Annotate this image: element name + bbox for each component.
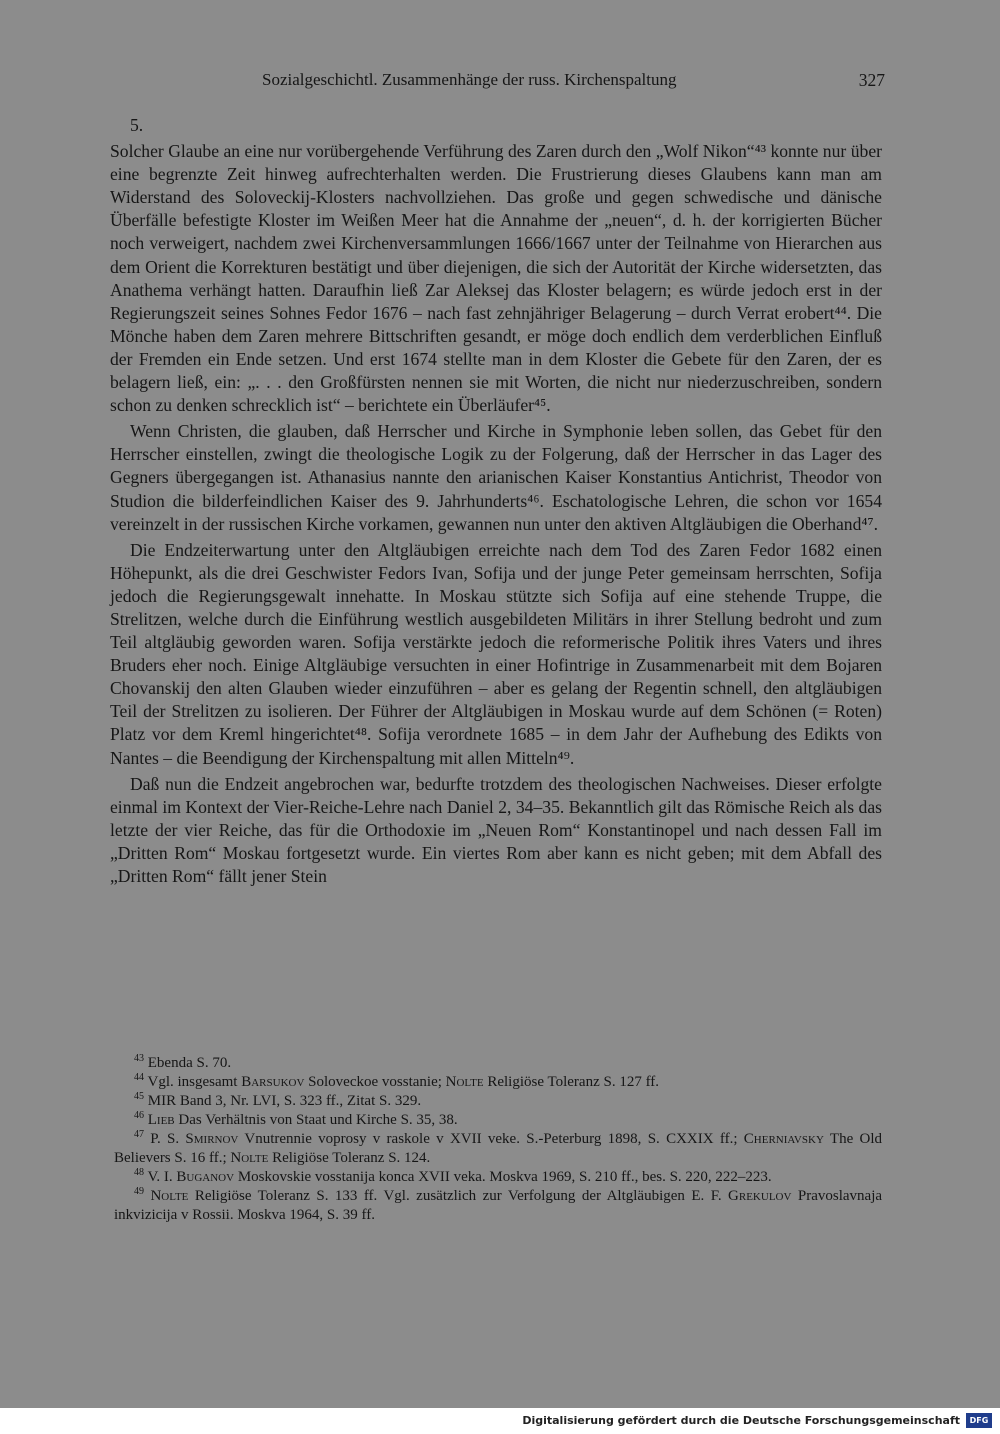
- footnote-text: Pravoslavnaja inkvizicija v Rossii. Moskva 1964, S. 39 ff.: [114, 1188, 883, 1223]
- paragraph: Die Endzeiterwartung unter den Altgläubigen erreichte nach dem Tod des Zaren Fedor 1682 einen Höhepunkt, als die drei Geschwister Fedors Ivan, Sofija und der junge Peter gemeinsam herrschten, Sofija jedoch die Regierungsgewalt innehatte. In Moskau stützte sich Sofija auf eine stehende Truppe, die Strelitzen, welche durch die Einführung westlich ausgebildeten Militärs in ihrer Stellung bedroht und zum Teil altgläubig geworden waren. Sofija verstärkte jedoch die reformerische Politik ihres Vaters und ihres Bruders eher noch. Einige Altgläubige versuchten in einer Hofintrige in Zusammenarbeit mit dem Bojaren Chovanskij den alten Glauben wieder einzuführen – aber es gelang der Regentin schnell, den altgläubigen Teil der Strelitzen zu isolieren. Der Führer der Altgläubigen in Moskau wurde auf dem Schönen (= Roten) Platz vor dem Kreml hingerichtet⁴⁸. Sofija verordnete 1685 – in dem Jahr der Aufhebung des Edikts von Nantes – die Beendigung der Kirchenspaltung mit allen Mitteln⁴⁹.: [110, 539, 882, 768]
- footnote-text: Religiöse Toleranz S. 127 ff.: [483, 1074, 660, 1090]
- footnote-number: 46: [134, 1110, 144, 1121]
- footnote-44: [114, 1073, 882, 1092]
- footnote-text: Religiöse Toleranz S. 133 ff. Vgl. zusätzlich zur Verfolgung der Altgläubigen E. F.: [188, 1188, 729, 1204]
- body-text: [110, 114, 882, 891]
- author-name: Nolte: [445, 1074, 484, 1090]
- page-number: 327: [858, 70, 885, 90]
- footnote-text: Soloveckoe vosstanie;: [304, 1074, 446, 1090]
- footnote-number: 47: [134, 1129, 144, 1140]
- footnote-47: [114, 1130, 882, 1168]
- paragraph: Wenn Christen, die glauben, daß Herrscher und Kirche in Symphonie leben sollen, das Gebet für den Herrscher einstellen, zwingt die theologische Logik zu der Folgerung, daß der Herrscher in das Lager des Gegners übergegangen ist. Athanasius nannte den arianischen Kaiser Konstantius Antichrist, Theodor von Studion die bilderfeindlichen Kaiser des 9. Jahrhunderts⁴⁶. Eschatologische Lehren, die schon vor 1654 vereinzelt in der russischen Kirche vorkamen, gewannen nun unter den aktiven Altgläubigen die Oberhand⁴⁷.: [110, 421, 882, 534]
- footnotes: [114, 1054, 882, 1225]
- author-name: Nolte: [230, 1150, 269, 1166]
- author-name: Smirnov: [185, 1131, 239, 1147]
- author-name: Lieb: [147, 1112, 175, 1128]
- footnote-text: Das Verhältnis von Staat und Kirche S. 35, 38.: [174, 1112, 458, 1128]
- footnote-43: [114, 1054, 882, 1073]
- footnote-text: Religiöse Toleranz S. 124.: [268, 1150, 431, 1166]
- footnote-text: MIR Band 3, Nr. LVI, S. 323 ff., Zitat S. 329.: [147, 1093, 422, 1109]
- footnote-text: V. I.: [147, 1169, 177, 1185]
- section-number: 5.: [130, 115, 144, 135]
- footnote-number: 48: [134, 1167, 144, 1178]
- author-name: Cherniavsky: [743, 1131, 824, 1147]
- footnote-text: Ebenda S. 70.: [147, 1055, 232, 1071]
- footnote-text: P. S.: [150, 1131, 186, 1147]
- author-name: Buganov: [176, 1169, 235, 1185]
- footnote-48: [114, 1168, 882, 1187]
- footnote-text: Vnutrennie voprosy v raskole v XVII veke. S.-Peterburg 1898, S. CXXIX ff.;: [238, 1131, 744, 1147]
- footnote-45: [114, 1092, 882, 1111]
- running-head: Sozialgeschichtl. Zusammenhänge der russ. Kirchenspaltung: [262, 70, 677, 89]
- footnote-text: The Old Believers S. 16 ff.;: [114, 1131, 883, 1166]
- digitization-footer: [0, 1408, 1000, 1434]
- paragraph: Solcher Glaube an eine nur vorübergehende Verführung des Zaren durch den „Wolf Nikon“⁴³ konnte nur über eine begrenzte Zeit hinweg aufrechterhalten werden. Die Frustrierung dieses Glaubens kann man am Widerstand des Soloveckij-Klosters nachvollziehen. Das große und gegen schwedische und dänische Überfälle befestigte Kloster im Weißen Meer hat die Annahme der „neuen“, d. h. der korrigierten Bücher noch verweigert, nachdem zwei Kirchenversammlungen 1666/1667 unter der Teilnahme von Hierarchen aus dem Orient die Korrekturen bestätigt und über diejenigen, die sich der Autorität der Kirche widersetzten, das Anathema verhängt hatten. Daraufhin ließ Zar Aleksej das Kloster belagern; es würde jedoch erst in der Regierungszeit seines Sohnes Fedor 1676 – nach fast zehnjähriger Belagerung – durch Verrat erobert⁴⁴. Die Mönche haben dem Zaren mehrere Bittschriften gesandt, er möge doch endlich dem verderblichen Einfluß der Fremden ein Ende setzen. Und erst 1674 stellte man in dem Kloster die Gebete für den Zaren, der es belagern ließ, ein: „. . . den Großfürsten nennen sie mit Worten, die nicht nur niederzuschreiben, sondern schon zu denken schrecklich ist“ – berichtete ein Überläufer⁴⁵.: [110, 141, 882, 416]
- footnote-46: [114, 1111, 882, 1130]
- paragraph: Daß nun die Endzeit angebrochen war, bedurfte trotzdem des theologischen Nachweises. Dieser erfolgte einmal im Kontext der Vier-Reiche-Lehre nach Daniel 2, 34–35. Bekanntlich gilt das Römische Reich als das letzte der vier Reiche, das für die Orthodoxie im „Neuen Rom“ Konstantinopel und nach dessen Fall im „Dritten Rom“ Moskau fortgesetzt wurde. Ein viertes Rom aber kann es nicht geben; mit dem Abfall des „Dritten Rom“ fällt jener Stein: [110, 773, 882, 886]
- footnote-text: Vgl. insgesamt: [147, 1074, 242, 1090]
- footnote-text: Moskovskie vosstanija konca XVII veka. Moskva 1969, S. 210 ff., bes. S. 220, 222–223.: [234, 1169, 772, 1185]
- digitization-credit: Digitalisierung gefördert durch die Deutsche Forschungsgemeinschaft: [522, 1414, 960, 1427]
- footnote-number: 45: [134, 1091, 144, 1102]
- dfg-logo: DFG: [966, 1413, 992, 1428]
- author-name: Grekulov: [728, 1188, 792, 1204]
- footnote-49: [114, 1187, 882, 1225]
- footnote-number: 49: [134, 1186, 144, 1197]
- footnote-number: 43: [134, 1053, 144, 1064]
- page-header: [100, 70, 885, 96]
- author-name: Nolte: [150, 1188, 189, 1204]
- author-name: Barsukov: [241, 1074, 305, 1090]
- footnote-number: 44: [134, 1072, 144, 1083]
